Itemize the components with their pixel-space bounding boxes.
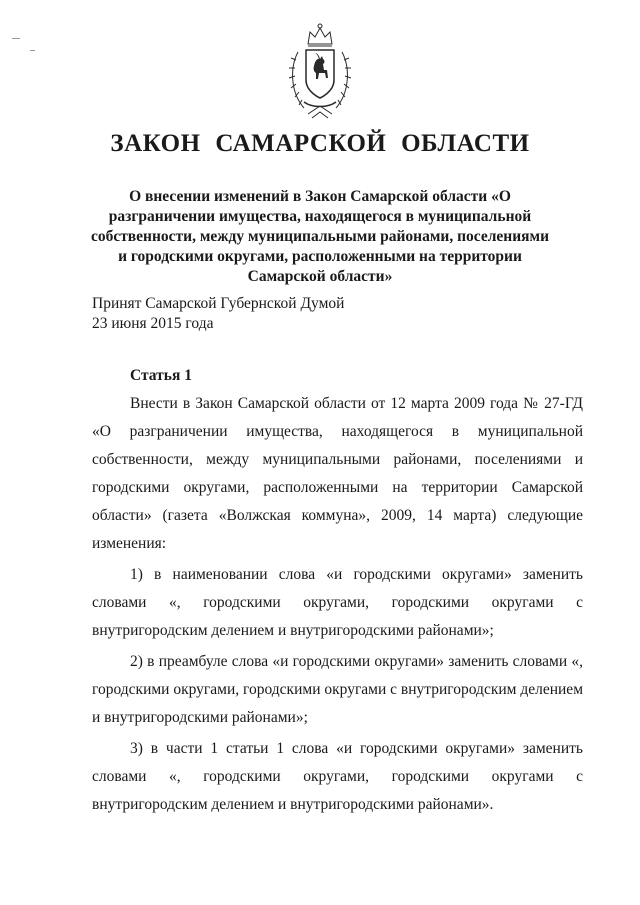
- intro-paragraph: Внести в Закон Самарской области от 12 марта 2009 года № 27-ГД «О разграничении имущества, находящегося в муниципальной собственности, между муниципальными районами, поселениями и городскими округами, расположенными на территории Самарской области» (газета «Волжская коммуна», 2009, 14 марта) следующие изменения:: [92, 395, 583, 552]
- list-item: 1) в наименовании слова «и городскими округами» заменить словами «, городскими округами, городскими округами с внутригородским делением и внутригородскими районами»;: [92, 566, 583, 639]
- scan-mark: [30, 50, 35, 51]
- list-item: 2) в преамбуле слова «и городскими округами» заменить словами «, городскими округами, городскими округами с внутригородским делением и внутригородскими районами»;: [92, 653, 583, 726]
- document-title: ЗАКОН САМАРСКОЙ ОБЛАСТИ: [110, 130, 530, 157]
- samara-coat-of-arms-icon: [284, 22, 356, 122]
- list-item: 3) в части 1 статьи 1 слова «и городскими округами» заменить словами «, городскими округами, городскими округами с внутригородским делением и внутригородскими районами».: [92, 740, 583, 813]
- adoption-date: 23 июня 2015 года: [92, 315, 214, 332]
- scan-mark: [12, 38, 20, 39]
- article-heading: Статья 1: [130, 367, 192, 384]
- article-body: [92, 390, 583, 819]
- adoption-info: [92, 294, 344, 334]
- adoption-body: Принят Самарской Губернской Думой: [92, 295, 345, 312]
- document-subtitle: О внесении изменений в Закон Самарской области «О разграничении имущества, находящегося в муниципальной собственности, между муниципальными районами, поселениями и городскими округами, расположенными на территории Самарской области»: [90, 188, 550, 285]
